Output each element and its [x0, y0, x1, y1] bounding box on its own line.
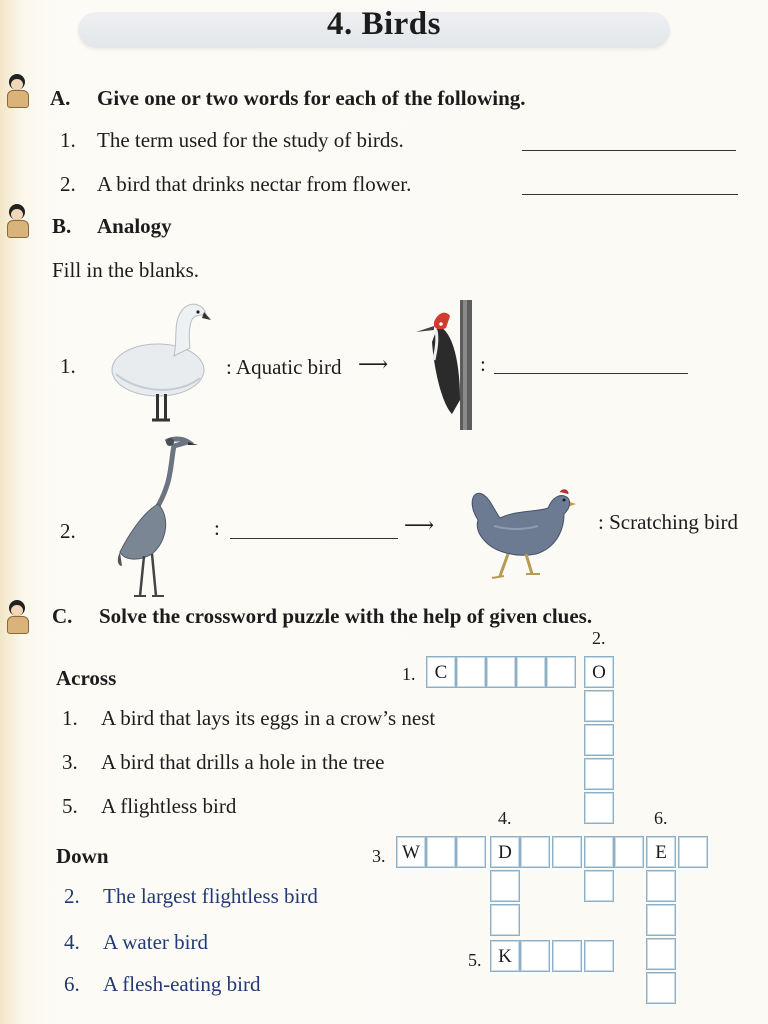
- down-title: Down: [56, 844, 109, 868]
- crossword-cell[interactable]: [490, 904, 520, 936]
- crossword-cell[interactable]: [646, 870, 676, 902]
- crossword-cell[interactable]: [584, 758, 614, 790]
- clue-number-6: 6.: [654, 808, 668, 828]
- section-a-heading: Give one or two words for each of the following.: [97, 86, 526, 110]
- crossword-cell[interactable]: [584, 690, 614, 722]
- crossword-cell[interactable]: [552, 940, 582, 972]
- crossword-cell[interactable]: [456, 656, 486, 688]
- crossword-cell[interactable]: [646, 938, 676, 970]
- clue-number-2: 2.: [592, 628, 606, 648]
- b-row1-num: 1.: [60, 354, 76, 378]
- crossword-cell-3-1[interactable]: W: [396, 836, 426, 868]
- across-1-num: 1.: [62, 706, 78, 730]
- down-4-num: 4.: [64, 930, 80, 954]
- crossword-cell[interactable]: [614, 836, 644, 868]
- across-5-num: 5.: [62, 794, 78, 818]
- crossword-cell[interactable]: [584, 792, 614, 824]
- a-item-2-num: 2.: [60, 172, 76, 196]
- a-item-1-text: The term used for the study of birds.: [97, 128, 404, 152]
- crossword-cell[interactable]: [490, 870, 520, 902]
- across-5-text: A flightless bird: [101, 794, 237, 818]
- down-6-num: 6.: [64, 972, 80, 996]
- clue-number-1: 1.: [402, 664, 416, 684]
- arrow-icon: ⟶: [358, 352, 389, 376]
- crossword-cell[interactable]: [584, 836, 614, 868]
- across-1-text: A bird that lays its eggs in a crow’s nest: [101, 706, 436, 730]
- section-b-heading: Analogy: [97, 214, 172, 238]
- section-c-heading: Solve the crossword puzzle with the help of given clues.: [99, 604, 593, 628]
- clue-number-5: 5.: [468, 950, 482, 970]
- a-item-2-text: A bird that drinks nectar from flower.: [97, 172, 412, 196]
- crossword-cell[interactable]: [552, 836, 582, 868]
- b-row1-colon: :: [480, 352, 486, 376]
- crossword-cell[interactable]: [426, 836, 456, 868]
- down-4-text: A water bird: [103, 930, 208, 954]
- crossword-cell[interactable]: [584, 724, 614, 756]
- crossword-cell[interactable]: [678, 836, 708, 868]
- section-a-letter: A.: [50, 86, 71, 110]
- b-row1-label: : Aquatic bird: [226, 355, 342, 379]
- section-b-instruction: Fill in the blanks.: [52, 258, 199, 282]
- a-item-1-num: 1.: [60, 128, 76, 152]
- crossword-cell[interactable]: [584, 940, 614, 972]
- clue-number-3: 3.: [372, 846, 386, 866]
- section-c-letter: C.: [52, 604, 73, 628]
- crossword-cell-1-1[interactable]: C: [426, 656, 456, 688]
- down-2-text: The largest flightless bird: [103, 884, 318, 908]
- crossword-cell[interactable]: [584, 870, 614, 902]
- crossword-cell[interactable]: [646, 904, 676, 936]
- down-6-text: A flesh-eating bird: [103, 972, 261, 996]
- clue-number-4: 4.: [498, 808, 512, 828]
- b-row2-num: 2.: [60, 519, 76, 543]
- crossword-cell[interactable]: [646, 972, 676, 1004]
- b-row2-label: : Scratching bird: [598, 510, 738, 534]
- across-title: Across: [56, 666, 117, 690]
- crossword-cell[interactable]: [516, 656, 546, 688]
- crossword-cell-3-9[interactable]: E: [646, 836, 676, 868]
- crossword-cell[interactable]: [520, 940, 550, 972]
- crossword-cell[interactable]: [456, 836, 486, 868]
- crossword-cell-5-1[interactable]: K: [490, 940, 520, 972]
- page-title: 4. Birds: [326, 6, 442, 42]
- b-row2-colon: :: [214, 516, 220, 540]
- crossword-cell[interactable]: [546, 656, 576, 688]
- down-2-num: 2.: [64, 884, 80, 908]
- across-3-num: 3.: [62, 750, 78, 774]
- crossword-cell-3-4[interactable]: D: [490, 836, 520, 868]
- crossword-cell-1-6[interactable]: O: [584, 656, 614, 688]
- crossword-cell[interactable]: [486, 656, 516, 688]
- arrow-icon: ⟶: [404, 513, 435, 537]
- across-3-text: A bird that drills a hole in the tree: [101, 750, 385, 774]
- crossword-cell[interactable]: [520, 836, 550, 868]
- section-b-letter: B.: [52, 214, 72, 238]
